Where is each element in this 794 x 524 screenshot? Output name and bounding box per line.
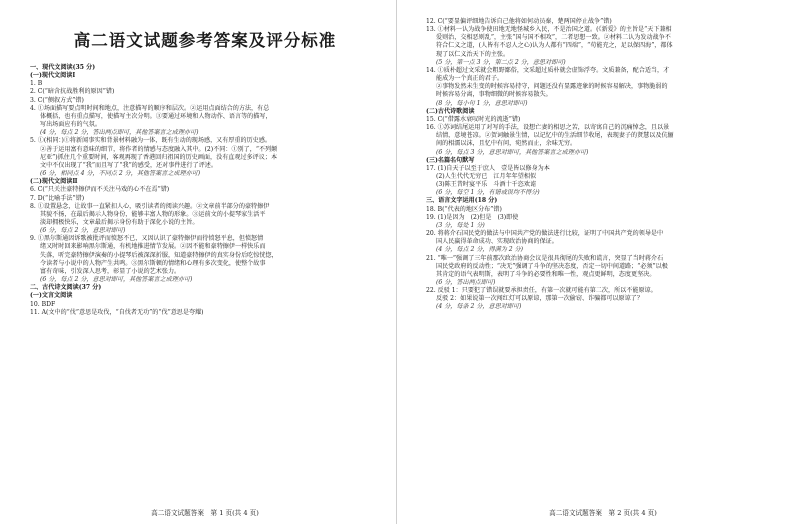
answer-line: 反驳 2：如果说第一次闯红灯可以原谅，那第一次偷窃、诈骗都可以原谅了？ <box>436 295 643 303</box>
answer-line: 18. B(“代表的地区分布”错) <box>426 205 502 213</box>
answer-line: 6. C(“只关注豪特擦伊而不关注马戏的心不在焉”错) <box>30 186 170 194</box>
answer-line: 5. ①(相同：)①将新闻事实和背景材料融为一体，既有生动的现场感，又有厚重的历史感。 <box>30 137 272 145</box>
answer-line: (8 分，每小句 1 分，意思对即可) <box>436 99 528 107</box>
answer-line: 富有奇味，引发深人思考，彰显了小说的艺术张力。 <box>40 267 181 275</box>
section-heading: 三、语言文字运用(18 分) <box>426 197 498 205</box>
page-divider <box>396 0 397 524</box>
answer-line: 文中不仅出现了“我”而且写了“我”的感受，还对事件进行了评述。 <box>40 161 217 169</box>
answer-line: 7. D(“比喻手法”错) <box>30 194 85 202</box>
answer-line: 其貌不扬，在最后揭示人物身份，能够丰富人物的形象。③运前文的小提琴家生活平 <box>40 210 266 218</box>
page-title: 高二语文试题参考答案及评分标准 <box>73 31 337 50</box>
answer-line: 17. (1)自天子以至于庶人 壹是皆以修身为本 <box>426 164 550 172</box>
answer-line: 15. C(“借露水衰叹时光的流逝”错) <box>426 115 521 123</box>
answer-line: 1. B <box>30 80 43 88</box>
answer-line: 13. ①材料一认为战争使田地无地怪城乡入民，不是治国之道。(《新爱》的主旨是“天下兼相 <box>426 26 672 34</box>
page-1-body <box>30 64 380 317</box>
page-2-body <box>426 18 780 312</box>
answer-line: (6 分，每空 1 分，有错或误均不得分) <box>436 189 540 197</box>
answer-line: (6 分，每点 2 分，意思对即可，其他答案言之成理亦可) <box>40 276 193 284</box>
answer-line: 4. ①场面描写要点明时间和地点，注意描写的顺序和层次。②运用点面结合的方法，有总 <box>30 104 270 112</box>
answer-line: 间的相濡以沫，且忆中有问，宛然而止，余味无穷。 <box>436 140 577 148</box>
answer-line: 令读者与小说中的人物产生共鸣。③黑尔斯顿的情绪和心理有多次变化，使整个故事 <box>40 259 266 267</box>
section-heading: (二)现代文阅读Ⅱ <box>30 178 78 186</box>
page-1-footer: 高二语文试题答案 第 1 页(共 4 页) <box>151 509 259 517</box>
section-heading: 一、现代文阅读(35 分) <box>30 64 96 71</box>
section-heading: 二、古代诗文阅读(37 分) <box>30 284 102 292</box>
answer-line: 11. A(文中的“伐”意思是攻伐，“自伐者无功”的“伐”意思是夸耀) <box>30 308 204 316</box>
answer-line: 19. (1)是因为 (2)但是 (3)即使 <box>426 213 519 221</box>
page-2-footer: 高二语文试题答案 第 2 页(共 4 页) <box>549 509 657 517</box>
answer-line: 写出场面应有的气氛。 <box>40 121 101 129</box>
section-heading: (一)现代文阅读Ⅰ <box>30 72 76 80</box>
answer-line: 时候容易分离，事物细微的时候容易散失。 <box>436 91 552 99</box>
answer-line: 3. C(“侧叙方式”错) <box>30 96 84 104</box>
answer-line: 能成为一个真正的君子。 <box>436 75 504 83</box>
answer-line: 绪又时时回来影响黑尔斯通，有机地推进情节发展。②因不能和豪特擦伊一样快乐而 <box>40 243 266 251</box>
answer-line: 体概括，也有重点描写，使描写主次分明。③要通过环境和人物动作、语言等的描写， <box>40 112 272 120</box>
answer-line: 14. ①质朴超过文采就会粗野鄙俗，文采超过质朴就会虚饰浮夸。文质兼备，配合适当，才 <box>426 66 670 74</box>
answer-line: 淡却拥极快乐，文章最后揭示身份有助于深化小说的主旨。 <box>40 218 199 226</box>
answer-line: ②善于运用富有意味的细节，将作者的情感与态度融入其中。(2)不同：①别了，“不列颠 <box>40 145 278 153</box>
answer-line: 国民党政府的反动性；“决无”强调了斗争的坚决态度，否定一切中间道路；“必须”以极 <box>436 262 668 270</box>
answer-line: (6 分，每点 3 分，意思对即可，其他答案言之成理亦可) <box>436 148 589 156</box>
answer-line: (2)人生代代无穷已 江月年年望相似 <box>436 172 537 180</box>
answer-line: 结情，意境苍凉。②贺词触景生情，以记忆中的生活细节收尾，表现妻子的贤慧以及伉俪 <box>436 132 674 140</box>
answer-line: (4 分，每条 2 分，意思对即可) <box>436 303 522 311</box>
answer-line: (5 分，第一点 3 分，第二点 2 分，意思对即可) <box>436 58 566 66</box>
answer-line: (4 分，每点 2 分，答出两点即可，其他答案言之成理亦可) <box>40 129 199 137</box>
answer-line: 国人民赢得革命成功、实现政治协商的保证。 <box>436 238 558 246</box>
answer-line: 21. “唯一”强调了三年前那次政治协商会议是很具彻尾的失败和谎言，突显了当时蒋介石 <box>426 254 664 262</box>
answer-line: 符合仁义之道，(人皆有不忍人之心)认为人都有“四端”，“苟能充之，足以保四海”，都体 <box>436 42 673 50</box>
answer-line: 9. ①黑尔斯通因诉歌被批评而愤怒不已，又因认识了豪特擦伊而待愤怒平息，但愤怒情 <box>30 235 264 243</box>
answer-line: (3)陈王昔时宴平乐 斗酒十千恣欢谑 <box>436 181 537 189</box>
answer-line: (4 分，每点 2 分，得满为 2 分) <box>436 246 524 254</box>
answer-line: (3 分，每处 1 分) <box>436 221 485 229</box>
answer-line: 2. C(“暗含抗战胜利的原因”错) <box>30 88 115 96</box>
section-heading: (一)文言文阅读 <box>30 292 73 300</box>
page-2 <box>404 0 794 524</box>
answer-line: (6 分，每点 2 分，意思对即可) <box>40 227 126 235</box>
answer-line: 尼亚”)抓住几个重要时间，客观再现了香港回归祖国的历史画面，没有直观过多评议；本 <box>40 153 278 161</box>
answer-line: (6 分，答出两点即可) <box>436 279 496 286</box>
answer-line: 12. C(“要显偏评细地告诉自己他将如何动员秦，楚两国停止战争”错) <box>426 18 612 25</box>
answer-line: 失落，听完豪特擦伊演奏的小提琴后被深深折服，知道豪特擦伊的真实身份后吃惊恍惚， <box>40 251 278 259</box>
answer-line: 22. 反驳 1：只要犯了错误就要承担责任，有第一次就可能有第二次，所以不能原谅。 <box>426 287 657 295</box>
answer-line: 其肯定的语气表明斯，表明了斗争的必要性和唯一性，观点更鲜明，态度更坚决。 <box>436 270 656 278</box>
answer-line: 10. BDF <box>30 300 56 308</box>
answer-line: 20. 将蒋介石国民党的做法与中国共产党的做法进行比较，证明了中国共产党的领导是中 <box>426 230 664 238</box>
answer-line: 爱则治，交相恶则乱”，主张“国与国不相攻”，二者思想一致。②材料二认为发动战争不 <box>436 34 671 42</box>
page-1 <box>0 0 390 524</box>
section-heading: (二)古代诗歌阅读 <box>426 107 475 115</box>
answer-line: 现了以仁义治天下的主张。 <box>436 50 510 58</box>
answer-line: 16. ①苏词结尾运用了对写的手法，设想亡妻的相思之苦，以寄寓自己的沉痛悼念，且以景 <box>426 124 670 132</box>
answer-line: ②事物发然未生变的时候容易持守，问题还没有显露迹象的时候容易解决，事物脆弱的 <box>436 83 668 91</box>
section-heading: (三)名篇名句默写 <box>426 156 475 164</box>
answer-line: 8. ①设置悬念，让故事一直紧扣人心，吸引读者的阅读兴趣。②文章前半部分的豪特擦伊 <box>30 202 270 210</box>
answer-line: (6 分，相同点 4 分，不同点 2 分，其他答案言之成理亦可) <box>40 170 201 178</box>
